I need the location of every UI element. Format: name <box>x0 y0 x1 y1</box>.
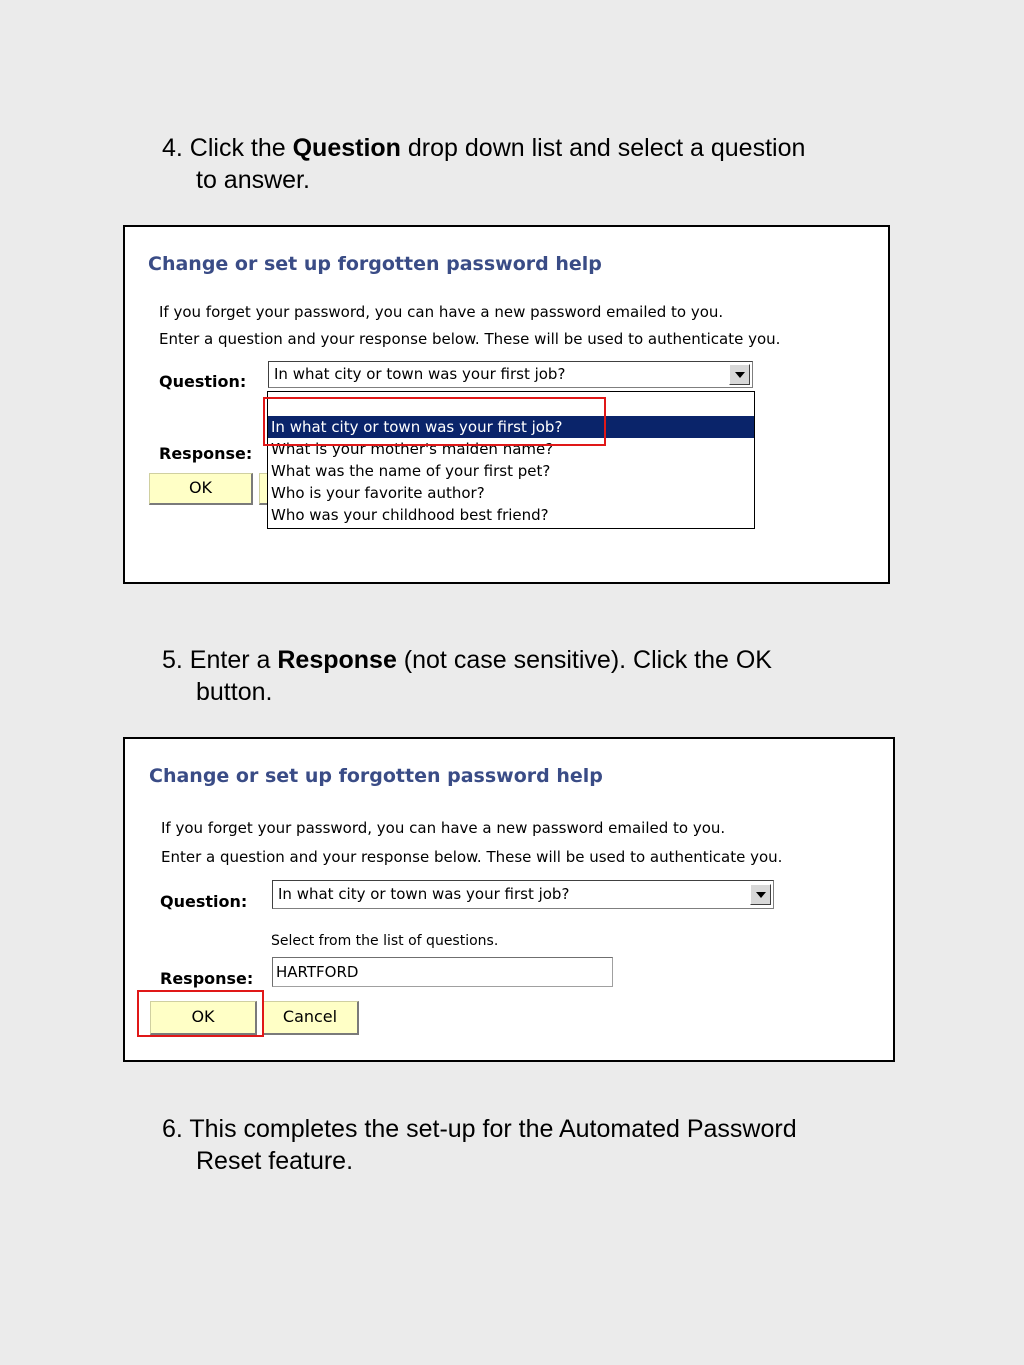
response-input[interactable]: HARTFORD <box>272 957 613 987</box>
response-label: Response: <box>160 969 254 988</box>
option-first-job[interactable]: In what city or town was your first job? <box>268 416 754 438</box>
select-hint: Select from the list of questions. <box>271 933 499 949</box>
option-childhood-friend[interactable]: Who was your childhood best friend? <box>271 506 549 524</box>
page-title: Change or set up forgotten password help <box>149 765 603 787</box>
highlight-box-ok-button <box>137 990 264 1037</box>
step-5-instruction: 5. Enter a Response (not case sensitive). Click the OK button. <box>162 646 772 706</box>
screenshot-panel-response <box>123 737 895 1062</box>
question-label: Question: <box>159 372 247 391</box>
intro-text: If you forget your password, you can have a new password emailed to you. Enter a question and your response below. These will be used to authenticate you. <box>161 819 783 866</box>
question-emphasis: Question <box>292 134 401 162</box>
question-label: Question: <box>160 892 248 911</box>
step-6-instruction: 6. This completes the set-up for the Automated Password Reset feature. <box>162 1115 797 1175</box>
cancel-button[interactable]: Cancel <box>262 1001 359 1035</box>
cancel-button-partial[interactable] <box>259 473 267 505</box>
intro-text: If you forget your password, you can have a new password emailed to you. Enter a question and your response below. These will be used to authenticate you. <box>159 303 781 348</box>
screenshot-panel-dropdown <box>123 225 890 584</box>
chevron-down-icon[interactable] <box>729 364 750 385</box>
option-favorite-author[interactable]: Who is your favorite author? <box>271 484 485 502</box>
ok-button[interactable]: OK <box>150 1001 257 1035</box>
option-first-pet[interactable]: What was the name of your first pet? <box>271 462 551 480</box>
option-mother-maiden-name[interactable]: What is your mother's maiden name? <box>271 440 554 458</box>
response-label: Response: <box>159 444 253 463</box>
response-emphasis: Response <box>277 646 397 674</box>
step-4-instruction: 4. Click the Question drop down list and select a question to answer. <box>162 134 806 194</box>
ok-button[interactable]: OK <box>149 473 253 505</box>
highlight-box-selected-option <box>263 397 606 446</box>
question-select[interactable]: In what city or town was your first job? <box>272 880 774 909</box>
question-select[interactable]: In what city or town was your first job? <box>268 361 753 388</box>
page-title: Change or set up forgotten password help <box>148 253 602 275</box>
chevron-down-icon[interactable] <box>750 884 771 905</box>
